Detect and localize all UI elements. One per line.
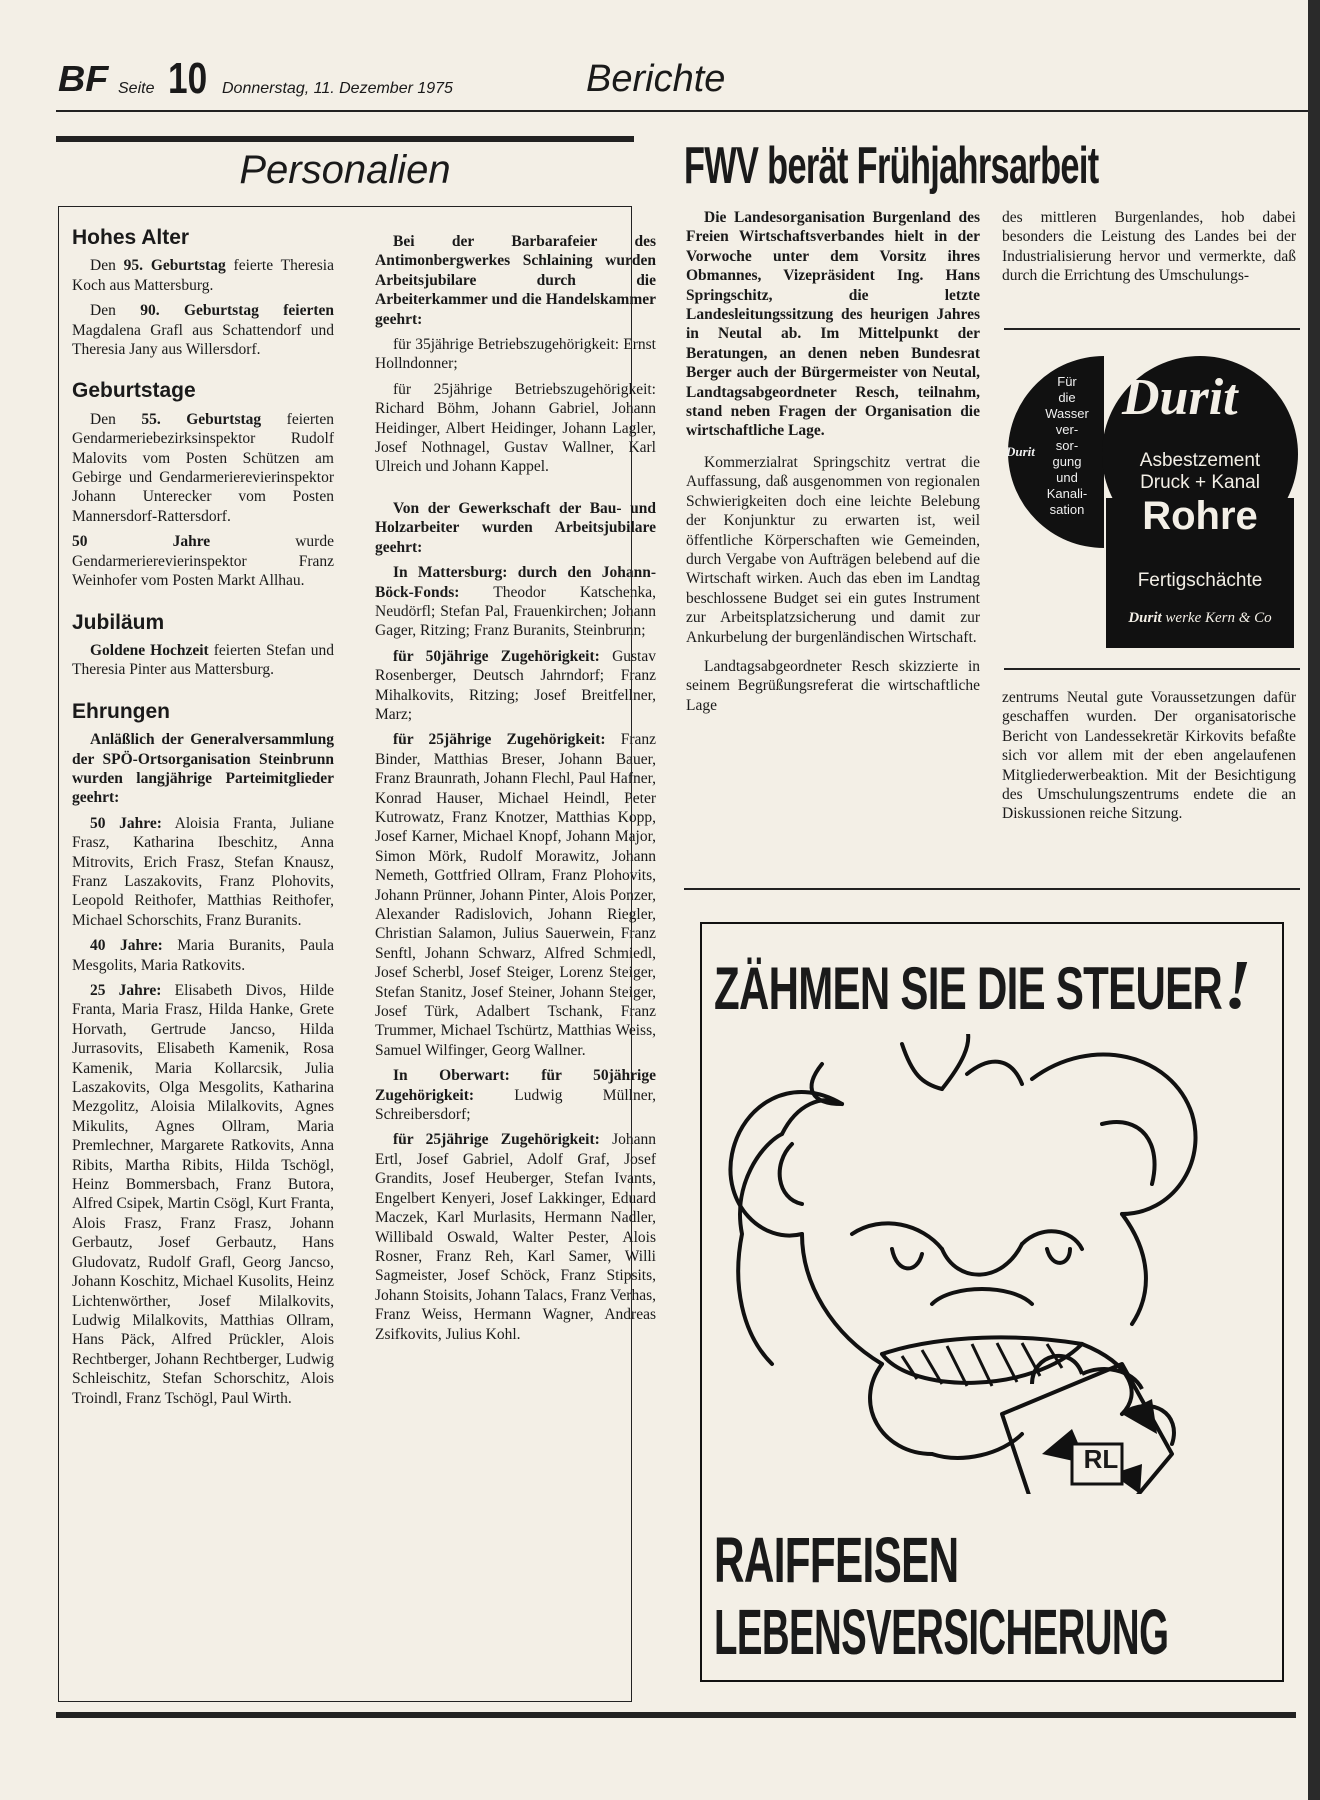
paragraph-mattersburg xyxy=(375,563,656,641)
durit-tagline-line: ver- xyxy=(1055,422,1079,437)
text-span-bold: Bei der Barbarafeier des Antimonbergwerkes Schlaining wurden Arbeitsjubilare durch die Arbeiterkammer und die Handelskammer geehrt: xyxy=(375,233,656,328)
paragraph-ehrungen-50 xyxy=(72,814,334,930)
fwv-paragraph-3: Landtagsabgeordneter Resch skizzierte in seinem Begrüßungsreferat die wirtschaftliche Lage xyxy=(686,657,980,714)
durit-brand: Durit xyxy=(1122,369,1238,426)
personalien-top-rule xyxy=(56,136,634,142)
paragraph-barbara-intro xyxy=(375,232,656,329)
fwv-lead xyxy=(686,208,980,441)
durit-tagline-line: die xyxy=(1058,390,1076,405)
text-span-bold: 95. Geburtstag xyxy=(123,257,226,275)
text-span: Theodor Katschenka, Neudörfl; Stefan Pal, Frauenkirchen; Johann Gager, Ritzing; Franz Buranits, Steinbrunn; xyxy=(375,583,656,640)
paragraph-jubilaeum xyxy=(72,641,334,680)
paragraph-hohes-alter-1 xyxy=(72,256,334,295)
paragraph-zugehoerigkeit-25 xyxy=(375,730,656,1060)
durit-tagline-line: sation xyxy=(1049,502,1085,517)
raiffeisen-ad xyxy=(700,922,1284,1682)
text-span: Elisabeth Divos, Hilde Franta, Maria Frasz, Hilda Hanke, Grete Horvath, Gertrude Jancso, Hilda Jurrasovits, Elisabeth Kamenik, Rosa Kamenik, Maria Kollarcsik, Julia Laszakovits, Olga Mesgolits, Katharina Mezgolitz, Aloisia Milalkovits, Agnes Mikulits, Agnes Ollram, Maria Premlechner, Margarete Ratkovits, Anna Ribits, Martha Ribits, Hilda Tschögl, Heinz Bommersbach, Franz Butora, Alfred Csipek, Martin Csögl, Kurt Franta, Alois Frasz, Franz Frasz, Johann Gerbautz, Josef Gerbautz, Hans Gludovatz, Rudolf Grafl, Georg Jancso, Johann Koschitz, Michael Kusolits, Heinz Lichtenwörther, Josef Milalkovits, Ludwig Milalkovits, Matthias Ollram, Hans Päck, Alfred Prückler, Alois Rechtberger, Johann Rechtberger, Ludwig Schleischitz, Stefan Schorschitz, Alois Troindl, Franz Tschögl, Paul Wirth. xyxy=(72,982,334,1407)
text-span: feierte Theresia Koch aus Mattersburg. xyxy=(72,257,334,294)
paragraph-ehrungen-intro xyxy=(72,730,334,808)
paragraph-hohes-alter-2 xyxy=(72,301,334,359)
fwv-column-2-bottom: zentrums Neutal gute Voraussetzungen dafür geschaffen wurden. Der organisatorische Bericht von Landessekretär Kirkovits befaßte sich vor allem mit der eben angelaufenen Mitgliederwerbeaktion. Mit der Besichtigung des Umschulungszentrums endete die an Diskussionen reiche Sitzung. xyxy=(1002,689,1296,823)
masthead xyxy=(58,54,1298,110)
paragraph-geburtstage-2 xyxy=(72,532,334,590)
raiffeisen-headline: ZÄHMEN SIE DIE STEUER xyxy=(714,955,1223,1022)
text-span: Gustav Rosenberger, Deutsch Jahrndorf; Franz Mihalkovits, Ritzing; Josef Breitfellner, Marz; xyxy=(375,647,656,723)
durit-product-line-2: Druck + Kanal xyxy=(1140,472,1260,493)
masthead-section: Berichte xyxy=(586,58,726,100)
text-span: Ludwig Müllner, Schreibersdorf; xyxy=(375,1086,656,1124)
text-span-bold: für 25jährige Zugehörigkeit: xyxy=(393,731,606,749)
page-edge xyxy=(1308,0,1320,1800)
masthead-rule xyxy=(56,110,1308,112)
text-span-bold: 50 Jahre: xyxy=(90,814,162,832)
paragraph-gewerkschaft-intro xyxy=(375,499,656,557)
durit-tagline-line: und xyxy=(1056,470,1078,485)
durit-tagline-line: sor- xyxy=(1055,438,1079,453)
raiffeisen-emblem-letters: RL xyxy=(1083,1444,1119,1474)
personalien-column-1 xyxy=(72,214,334,1414)
text-span-bold: für 50jährige Zugehörigkeit: xyxy=(393,647,600,665)
durit-product-line-3: Rohre xyxy=(1142,494,1258,538)
text-span-bold: In Oberwart: für 50jährige Zugehörigkeit: xyxy=(375,1067,656,1104)
masthead-page-number: 10 xyxy=(168,54,208,103)
durit-tagline-line: Für xyxy=(1057,374,1077,389)
fwv-bottom-rule xyxy=(684,888,1300,890)
raiffeisen-footer-line-2: LEBENSVERSICHERUNG xyxy=(714,1596,1169,1668)
paragraph-oberwart-25 xyxy=(375,1130,656,1343)
personalien-bottom-rule xyxy=(56,1712,1296,1718)
durit-tagline-line: Kanali- xyxy=(1046,486,1088,501)
text-span-bold: 50 Jahre xyxy=(72,533,211,551)
text-span-bold: In Mattersburg: durch den Johann-Böck-Fonds: xyxy=(375,564,656,601)
paragraph-ehrungen-25 xyxy=(72,981,334,1408)
fwv-separator-bottom xyxy=(1004,668,1300,670)
paragraph-ehrungen-40 xyxy=(72,936,334,975)
text-span: Franz Binder, Matthias Breser, Johann Bauer, Franz Braunrath, Johann Flechl, Paul Hafner, Konrad Hauser, Michael Heindl, Peter Kutrowatz, Franz Knotzer, Matthias Kopp, Josef Karner, Michael Knopf, Johann Major, Simon Mörk, Rudolf Morawitz, Johann Nemeth, Gottfried Ollram, Franz Plohovits, Johann Prünner, Johann Pinter, Alois Ponzer, Alexander Radislovich, Johann Riegler, Christian Salamon, Julius Sauerwein, Franz Senftl, Johann Schwarz, Alfred Schmiedl, Josef Scherbl, Josef Steiger, Lorenz Steiger, Stefan Stanitz, Josef Steiner, Johann Steiger, Josef Türk, Adalbert Tschank, Franz Trummer, Michael Tschürtz, Matthias Weiss, Samuel Wilfinger, Georg Wallner. xyxy=(375,731,656,1059)
text-span: Maria Buranits, Paula Mesgolits, Maria Ratkovits. xyxy=(72,937,334,974)
text-span: feierten Stefan und Theresia Pinter aus Mattersburg. xyxy=(72,641,334,679)
raiffeisen-footer-line-1: RAIFFEISEN xyxy=(714,1524,959,1596)
text-span: werke Kern & Co xyxy=(1161,610,1272,626)
heading-geburtstage: Geburtstage xyxy=(72,379,196,403)
durit-registered-mark: ® xyxy=(1272,362,1284,379)
paragraph-geburtstage-1 xyxy=(72,410,334,526)
text-span-bold: für 25jährige Zugehörigkeit: xyxy=(393,1131,600,1149)
durit-tagline-line: Wasser xyxy=(1045,406,1089,421)
text-span: Den xyxy=(90,410,142,428)
text-span-bold: 25 Jahre: xyxy=(90,982,162,999)
fwv-column-1 xyxy=(686,208,980,721)
text-span: Den xyxy=(90,302,141,320)
heading-hohes-alter: Hohes Alter xyxy=(72,226,190,249)
fwv-headline: FWV berät Frühjahrsarbeit xyxy=(684,137,1099,195)
raiffeisen-exclaim: ! xyxy=(1224,947,1252,1024)
paragraph-zugehoerigkeit-50 xyxy=(375,647,656,725)
durit-small-logo: Durit xyxy=(1006,444,1035,459)
durit-product-line-1: Asbestzement xyxy=(1139,450,1261,471)
text-span: wurde Gendarmerierevierinspektor Franz Weinhofer vom Posten Markt Allhau. xyxy=(72,533,334,590)
text-span-bold: 90. Geburtstag feierten xyxy=(140,302,334,320)
fwv-separator-top xyxy=(1004,328,1300,330)
masthead-logo: BF xyxy=(58,58,109,99)
personalien-title: Personalien xyxy=(239,148,451,192)
text-span-bold: Von der Gewerkschaft der Bau- und Holzarbeiter wurden Arbeitsjubilare geehrt: xyxy=(375,499,656,556)
durit-left-tagline xyxy=(1022,374,1112,518)
text-span-bold: 55. Geburtstag xyxy=(141,410,262,428)
masthead-date: Donnerstag, 11. Dezember 1975 xyxy=(222,80,453,97)
durit-tagline-line: gung xyxy=(1052,454,1082,469)
text-span: Magdalena Grafl aus Schattendorf und Theresia Jany aus Willersdorf. xyxy=(72,321,334,359)
heading-jubilaeum: Jubiläum xyxy=(72,610,165,634)
text-span: Aloisia Franta, Juliane Frasz, Katharina Ibeschitz, Anna Mitrovits, Erich Frasz, Stefan Knausz, Franz Laszakovits, Franz Plohovits, Leopold Reithofer, Matthias Reithofer, Michael Schorschits, Franz Buranits. xyxy=(72,814,334,929)
text-span-bold: Durit xyxy=(1128,610,1162,626)
text-span-bold: Die Landesorganisation Burgenland des Freien Wirtschaftsverbandes hielt in der Vorwoche unter dem Vorsitz ihres Obmannes, Vizepräsident Ing. Hans Springschitz, die letzte Landesleitungssitzung des heurigen Jahres in Neutal ab. Im Mittelpunkt der Beratungen, an denen neben Bundesrat Berger auch der Bürgermeister von Neutal, Landtagsabgeordneter Resch, teilnahm, stand neben Fragen der Organisation die wirtschaftliche Lage. xyxy=(686,209,980,440)
personalien-column-2 xyxy=(375,232,656,1350)
text-span-bold: 40 Jahre: xyxy=(90,937,163,955)
heading-ehrungen: Ehrungen xyxy=(72,699,170,723)
fwv-paragraph-2: Kommerzialrat Springschitz vertrat die Auffassung, daß ausgenommen von regionalen Schwierigkeiten doch eine leichte Belebung der Konjunktur zu erwarten ist, weil öffentliche Körperschaften wie Gemeinden, durch Vergabe von Aufträgen belebend auf die Wirtschaft wirken. Auch das eben im Landtag beschlossene Budget sei ein gutes Instrument zur Arbeitsplatzsicherung und damit zur Ankurbelung der burgenländischen Wirtschaft. xyxy=(686,453,980,646)
text-span: feierten Gendarmeriebezirksinspektor Rudolf Malovits vom Posten Schützen am Gebirge und Gendarmerierevierinspektor Johann Unterecker vom Posten Mannersdorf-Rattersdorf. xyxy=(72,410,334,525)
paragraph-barbara-25: für 25jährige Betriebszugehörigkeit: Richard Böhm, Johann Gabriel, Johann Heidinger, Albert Heidinger, Johann Lagler, Josef Nothnagel, Gustav Wallner, Karl Ulreich und Johann Kappel. xyxy=(375,380,656,476)
text-span-bold: Anläßlich der Generalversammlung der SPÖ-Ortsorganisation Steinbrunn wurden langjährige Parteimitglieder geehrt: xyxy=(72,731,334,807)
text-span: Johann Ertl, Josef Gabriel, Adolf Graf, Josef Grandits, Josef Heuberger, Stefan Ivants, Engelbert Kenyeri, Josef Lakkinger, Eduard Maczek, Karl Murlasits, Hermann Nadler, Willibald Oswald, Walter Pester, Alois Rosner, Franz Reh, Karl Samer, Willi Sagmeister, Josef Schöck, Franz Stipsits, Johann Stoisits, Johann Talacs, Franz Verhas, Franz Weiss, Hermann Wagner, Andreas Zsifkovits, Julius Kohl. xyxy=(375,1131,656,1343)
paragraph-oberwart xyxy=(375,1066,656,1124)
fwv-column-2-top: des mittleren Burgenlandes, hob dabei besonders die Leistung des Landes bei der Industrialisierung hervor und vermerkte, daß durch die Errichtung des Umschulungs- xyxy=(1002,209,1296,285)
lion-illustration xyxy=(702,1034,1282,1494)
durit-footer xyxy=(1106,610,1294,627)
text-span-bold: Goldene Hochzeit xyxy=(90,641,209,659)
masthead-seite-label: Seite xyxy=(118,80,155,97)
paragraph-barbara-35: für 35jährige Betriebszugehörigkeit: Ernst Hollndonner; xyxy=(375,336,656,373)
durit-ad xyxy=(1004,352,1300,652)
durit-product-line-4: Fertigschächte xyxy=(1137,570,1263,591)
text-span: Den xyxy=(90,257,124,275)
